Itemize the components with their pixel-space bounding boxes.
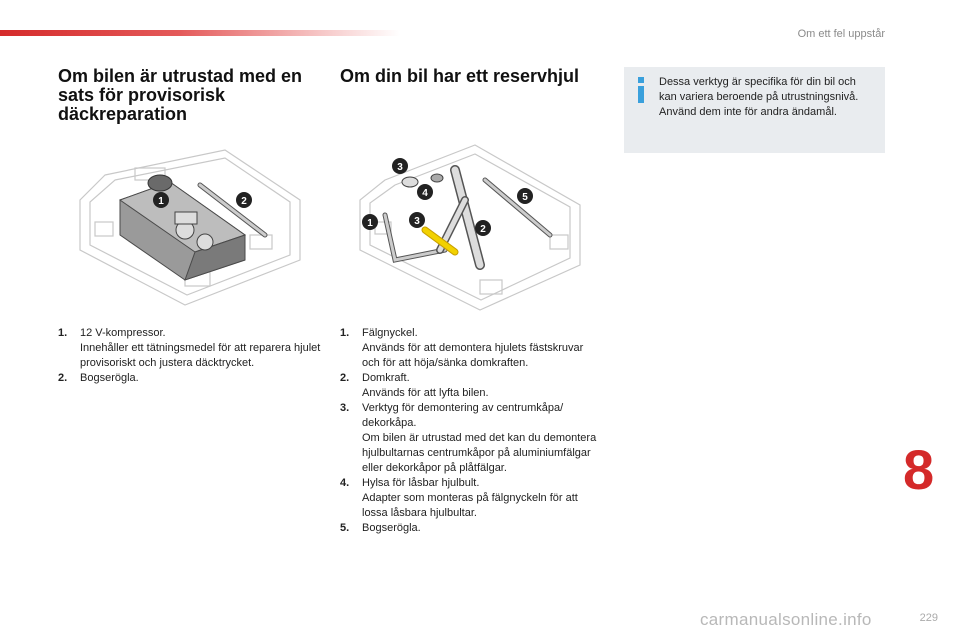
list-item: 1. Fälgnyckel. Används för att demontera hjulets fästskruvar och för att höja/sänka domkraften. (340, 327, 584, 369)
left-item-list (58, 326, 323, 386)
section-label: Om ett fel uppstår (797, 28, 885, 40)
callout-1: 1 (158, 196, 164, 207)
callout-4: 4 (422, 188, 428, 199)
info-box (624, 67, 885, 153)
callout-2: 2 (241, 196, 247, 207)
repair-kit-illustration (75, 140, 305, 315)
list-item: 2. Bogserögla. (58, 372, 139, 384)
header-accent-bar (0, 30, 400, 36)
left-heading: Om bilen är utrustad med en sats för provisorisk däckreparation (58, 66, 303, 124)
page-number: 229 (919, 612, 938, 624)
list-item: 1. 12 V-kompressor. Innehåller ett tätningsmedel för att reparera hjulet provisoriskt och justera däcktrycket. (58, 327, 321, 369)
right-item-list (340, 326, 600, 536)
info-icon (634, 75, 648, 105)
info-text: Dessa verktyg är specifika för din bil och kan variera beroende på utrustningsnivå. Använd dem inte för andra ändamål. (659, 76, 859, 118)
callout-3-bottom: 3 (414, 216, 420, 227)
watermark: carmanualsonline.info (700, 610, 872, 629)
chapter-number: 8 (903, 438, 935, 501)
callout-5: 5 (522, 192, 528, 203)
list-item: 2. Domkraft. Används för att lyfta bilen. (340, 372, 489, 399)
callout-2: 2 (480, 224, 486, 235)
callout-1: 1 (367, 218, 373, 229)
callout-3-top: 3 (397, 162, 403, 173)
list-item: 3. Verktyg för demontering av centrumkåpa/ dekorkåpa. Om bilen är utrustad med det kan du demontera hjulbultarnas centrumkåpor på aluminiumfälgar eller dekorkåpor på plåtfälgar. (340, 402, 597, 474)
spare-wheel-tools-illustration (355, 140, 585, 315)
right-heading: Om din bil har ett reservhjul (340, 66, 580, 86)
list-item: 5. Bogserögla. (340, 522, 421, 534)
list-item: 4. Hylsa för låsbar hjulbult. Adapter som monteras på fälgnyckeln för att lossa låsbara hjulbultar. (340, 477, 578, 519)
